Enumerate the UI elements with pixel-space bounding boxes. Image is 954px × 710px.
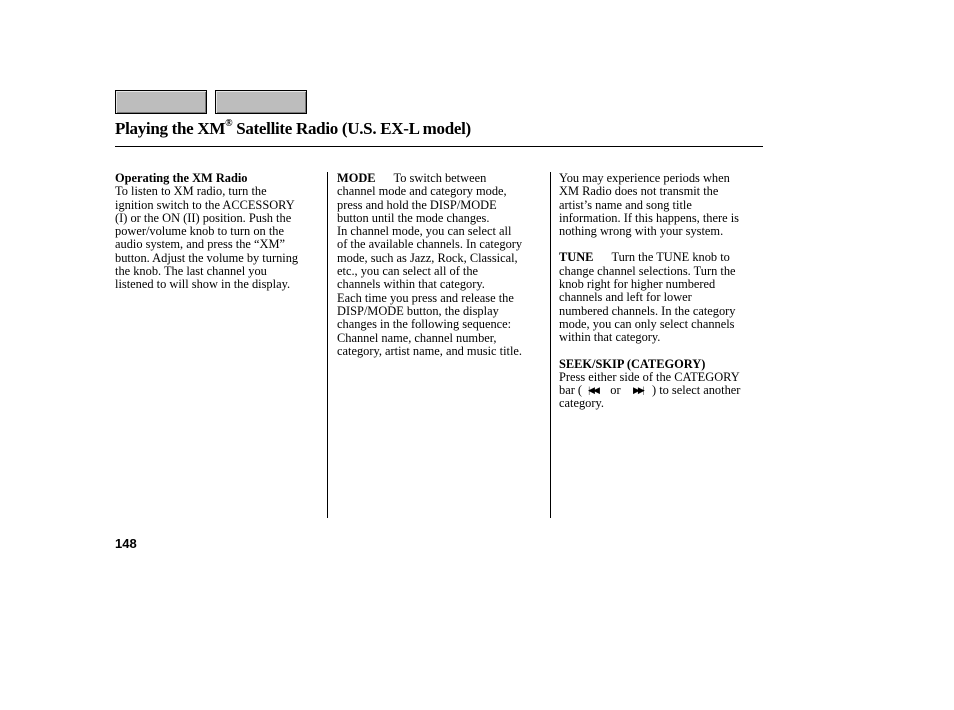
skip-back-icon: |◀◀ (588, 385, 598, 396)
line: change channel selections. Turn the (559, 263, 736, 278)
line (559, 251, 740, 264)
column-mode (337, 172, 522, 358)
skip-forward-icon: ▶▶| (633, 385, 643, 396)
line: of the available channels. In category (337, 237, 523, 252)
nav-tab-previous[interactable] (115, 90, 207, 114)
mode-first-text: To switch between (393, 171, 487, 185)
line: In channel mode, you can select all (337, 224, 512, 239)
line: Channel name, channel number, (337, 330, 497, 345)
column-divider (327, 172, 328, 518)
line: the knob. The last channel you (115, 264, 267, 279)
line: (I) or the ON (II) position. Push the (115, 210, 292, 225)
line: ignition switch to the ACCESSORY (115, 197, 295, 212)
tune-label: TUNE (559, 250, 594, 265)
line: press and hold the DISP/MODE (337, 197, 497, 212)
title-rest: Satellite Radio (U.S. EX-L model) (232, 119, 471, 138)
line: button. Adjust the volume by turning (115, 250, 299, 265)
seek-after-text: ) to select another (651, 383, 741, 398)
line: mode, such as Jazz, Rock, Classical, (337, 250, 518, 265)
line: channel mode and category mode, (337, 184, 507, 199)
line: audio system, and press the “XM” (115, 237, 285, 252)
line: Each time you press and release the (337, 290, 514, 305)
line: artist’s name and song title (559, 197, 692, 212)
line: changes in the following sequence: (337, 317, 512, 332)
column-tune-seek (559, 172, 740, 411)
line (337, 172, 522, 185)
page-number: 148 (115, 536, 137, 551)
line: channels within that category. (337, 277, 485, 292)
line: XM Radio does not transmit the (559, 184, 719, 199)
line: listened to will show in the display. (115, 277, 291, 292)
section-heading-seek-skip: SEEK/SKIP (CATEGORY) (559, 356, 706, 371)
line: within that category. (559, 330, 661, 345)
seek-bar-text: bar ( (559, 383, 583, 398)
column-divider (550, 172, 551, 518)
line: DISP/MODE button, the display (337, 303, 499, 318)
line: To listen to XM radio, turn the (115, 184, 267, 199)
line: knob right for higher numbered (559, 277, 716, 292)
seek-or-text: or (610, 383, 621, 398)
nav-tab-next[interactable] (215, 90, 307, 114)
title-rule (115, 146, 763, 147)
section-heading-operating: Operating the XM Radio (115, 171, 248, 185)
line: numbered channels. In the category (559, 303, 736, 318)
line: category, artist name, and music title. (337, 343, 522, 358)
line: power/volume knob to turn on the (115, 224, 284, 239)
line: information. If this happens, there is (559, 210, 739, 225)
line: Press either side of the CATEGORY (559, 369, 740, 384)
title-main: Playing the XM (115, 119, 226, 138)
line: nothing wrong with your system. (559, 224, 724, 239)
line: button until the mode changes. (337, 210, 490, 225)
tune-first-text: Turn the TUNE knob to (611, 250, 730, 265)
mode-label: MODE (337, 171, 376, 185)
line: category. (559, 396, 604, 411)
line: You may experience periods when (559, 171, 730, 185)
line: channels and left for lower (559, 290, 692, 305)
line: mode, you can only select channels (559, 316, 735, 331)
title-registered-mark: ® (225, 118, 233, 129)
line (559, 384, 740, 397)
page-title (115, 119, 471, 139)
line: etc., you can select all of the (337, 264, 479, 279)
column-operating (115, 172, 298, 292)
